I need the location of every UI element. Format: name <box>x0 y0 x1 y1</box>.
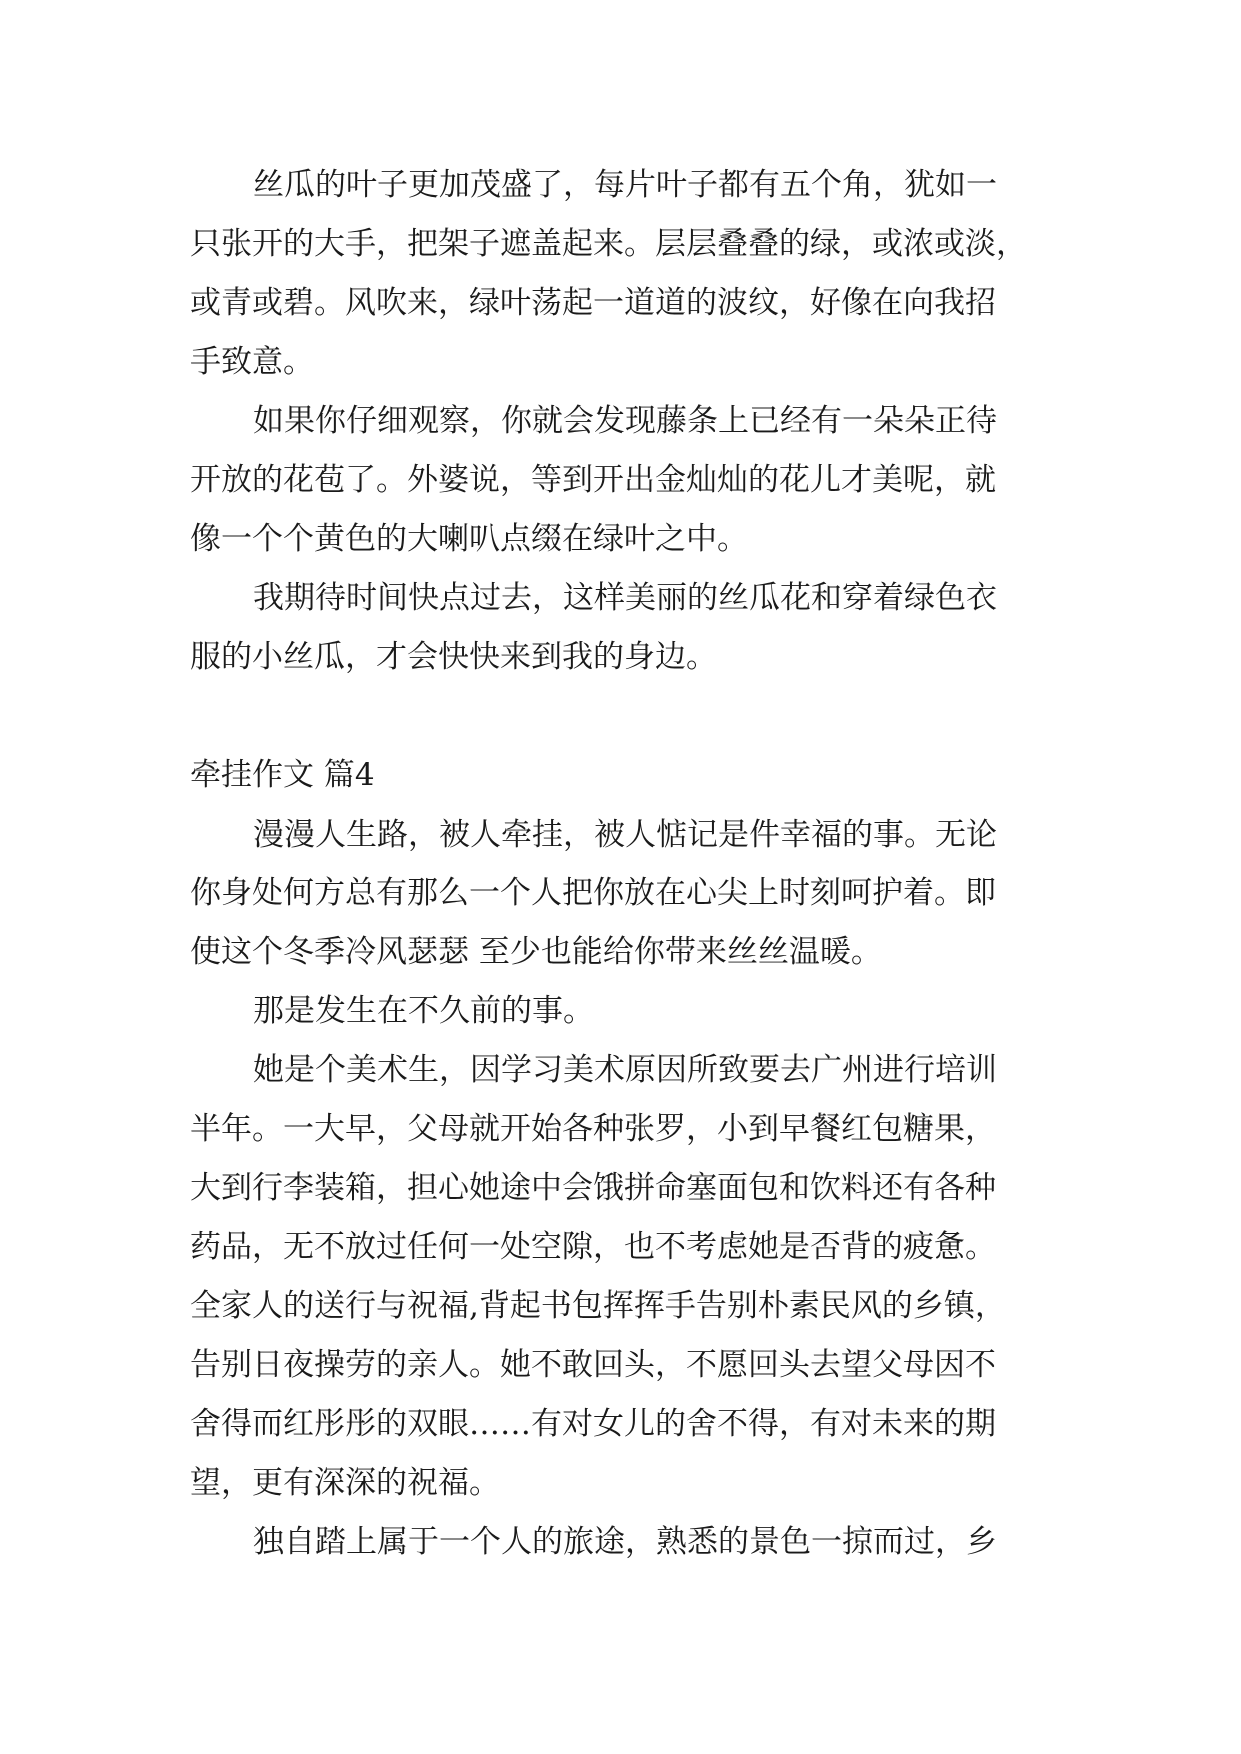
paragraph-line: 像一个个黄色的大喇叭点缀在绿叶之中。 <box>190 521 748 557</box>
paragraph-line: 或青或碧。风吹来，绿叶荡起一道道的波纹，好像在向我招 <box>190 285 996 321</box>
paragraph-line: 那是发生在不久前的事。 <box>253 993 594 1029</box>
paragraph-line: 半年。一大早，父母就开始各种张罗，小到早餐红包糖果， <box>190 1111 996 1147</box>
paragraph-line: 舍得而红彤彤的双眼……有对女儿的舍不得，有对未来的期 <box>190 1406 996 1442</box>
paragraph-line: 大到行李装箱，担心她途中会饿拼命塞面包和饮料还有各种 <box>190 1170 996 1206</box>
paragraph-line: 手致意。 <box>190 344 314 380</box>
paragraph-line: 药品，无不放过任何一处空隙，也不考虑她是否背的疲惫。 <box>190 1229 996 1265</box>
paragraph-line: 如果你仔细观察，你就会发现藤条上已经有一朵朵正待 <box>253 403 997 439</box>
section-title: 牵挂作文 篇4 <box>190 757 375 793</box>
paragraph-line: 她是个美术生，因学习美术原因所致要去广州进行培训 <box>253 1052 997 1088</box>
paragraph-line: 独自踏上属于一个人的旅途，熟悉的景色一掠而过，乡 <box>253 1524 997 1560</box>
paragraph-line: 只张开的大手，把架子遮盖起来。层层叠叠的绿，或浓或淡， <box>190 226 1027 262</box>
paragraph-line: 使这个冬季冷风瑟瑟 至少也能给你带来丝丝温暖。 <box>190 934 882 970</box>
paragraph-line: 全家人的送行与祝福,背起书包挥挥手告别朴素民风的乡镇， <box>190 1288 1006 1324</box>
paragraph-line: 开放的花苞了。外婆说，等到开出金灿灿的花儿才美呢，就 <box>190 462 996 498</box>
paragraph-line: 望，更有深深的祝福。 <box>190 1465 500 1501</box>
paragraph-line: 服的小丝瓜，才会快快来到我的身边。 <box>190 639 717 675</box>
paragraph-line: 丝瓜的叶子更加茂盛了，每片叶子都有五个角，犹如一 <box>253 167 997 203</box>
paragraph-line: 告别日夜操劳的亲人。她不敢回头，不愿回头去望父母因不 <box>190 1347 996 1383</box>
paragraph-line: 你身处何方总有那么一个人把你放在心尖上时刻呵护着。即 <box>190 875 996 911</box>
paragraph-line: 我期待时间快点过去，这样美丽的丝瓜花和穿着绿色衣 <box>253 580 997 616</box>
paragraph-line: 漫漫人生路，被人牵挂，被人惦记是件幸福的事。无论 <box>253 817 997 853</box>
